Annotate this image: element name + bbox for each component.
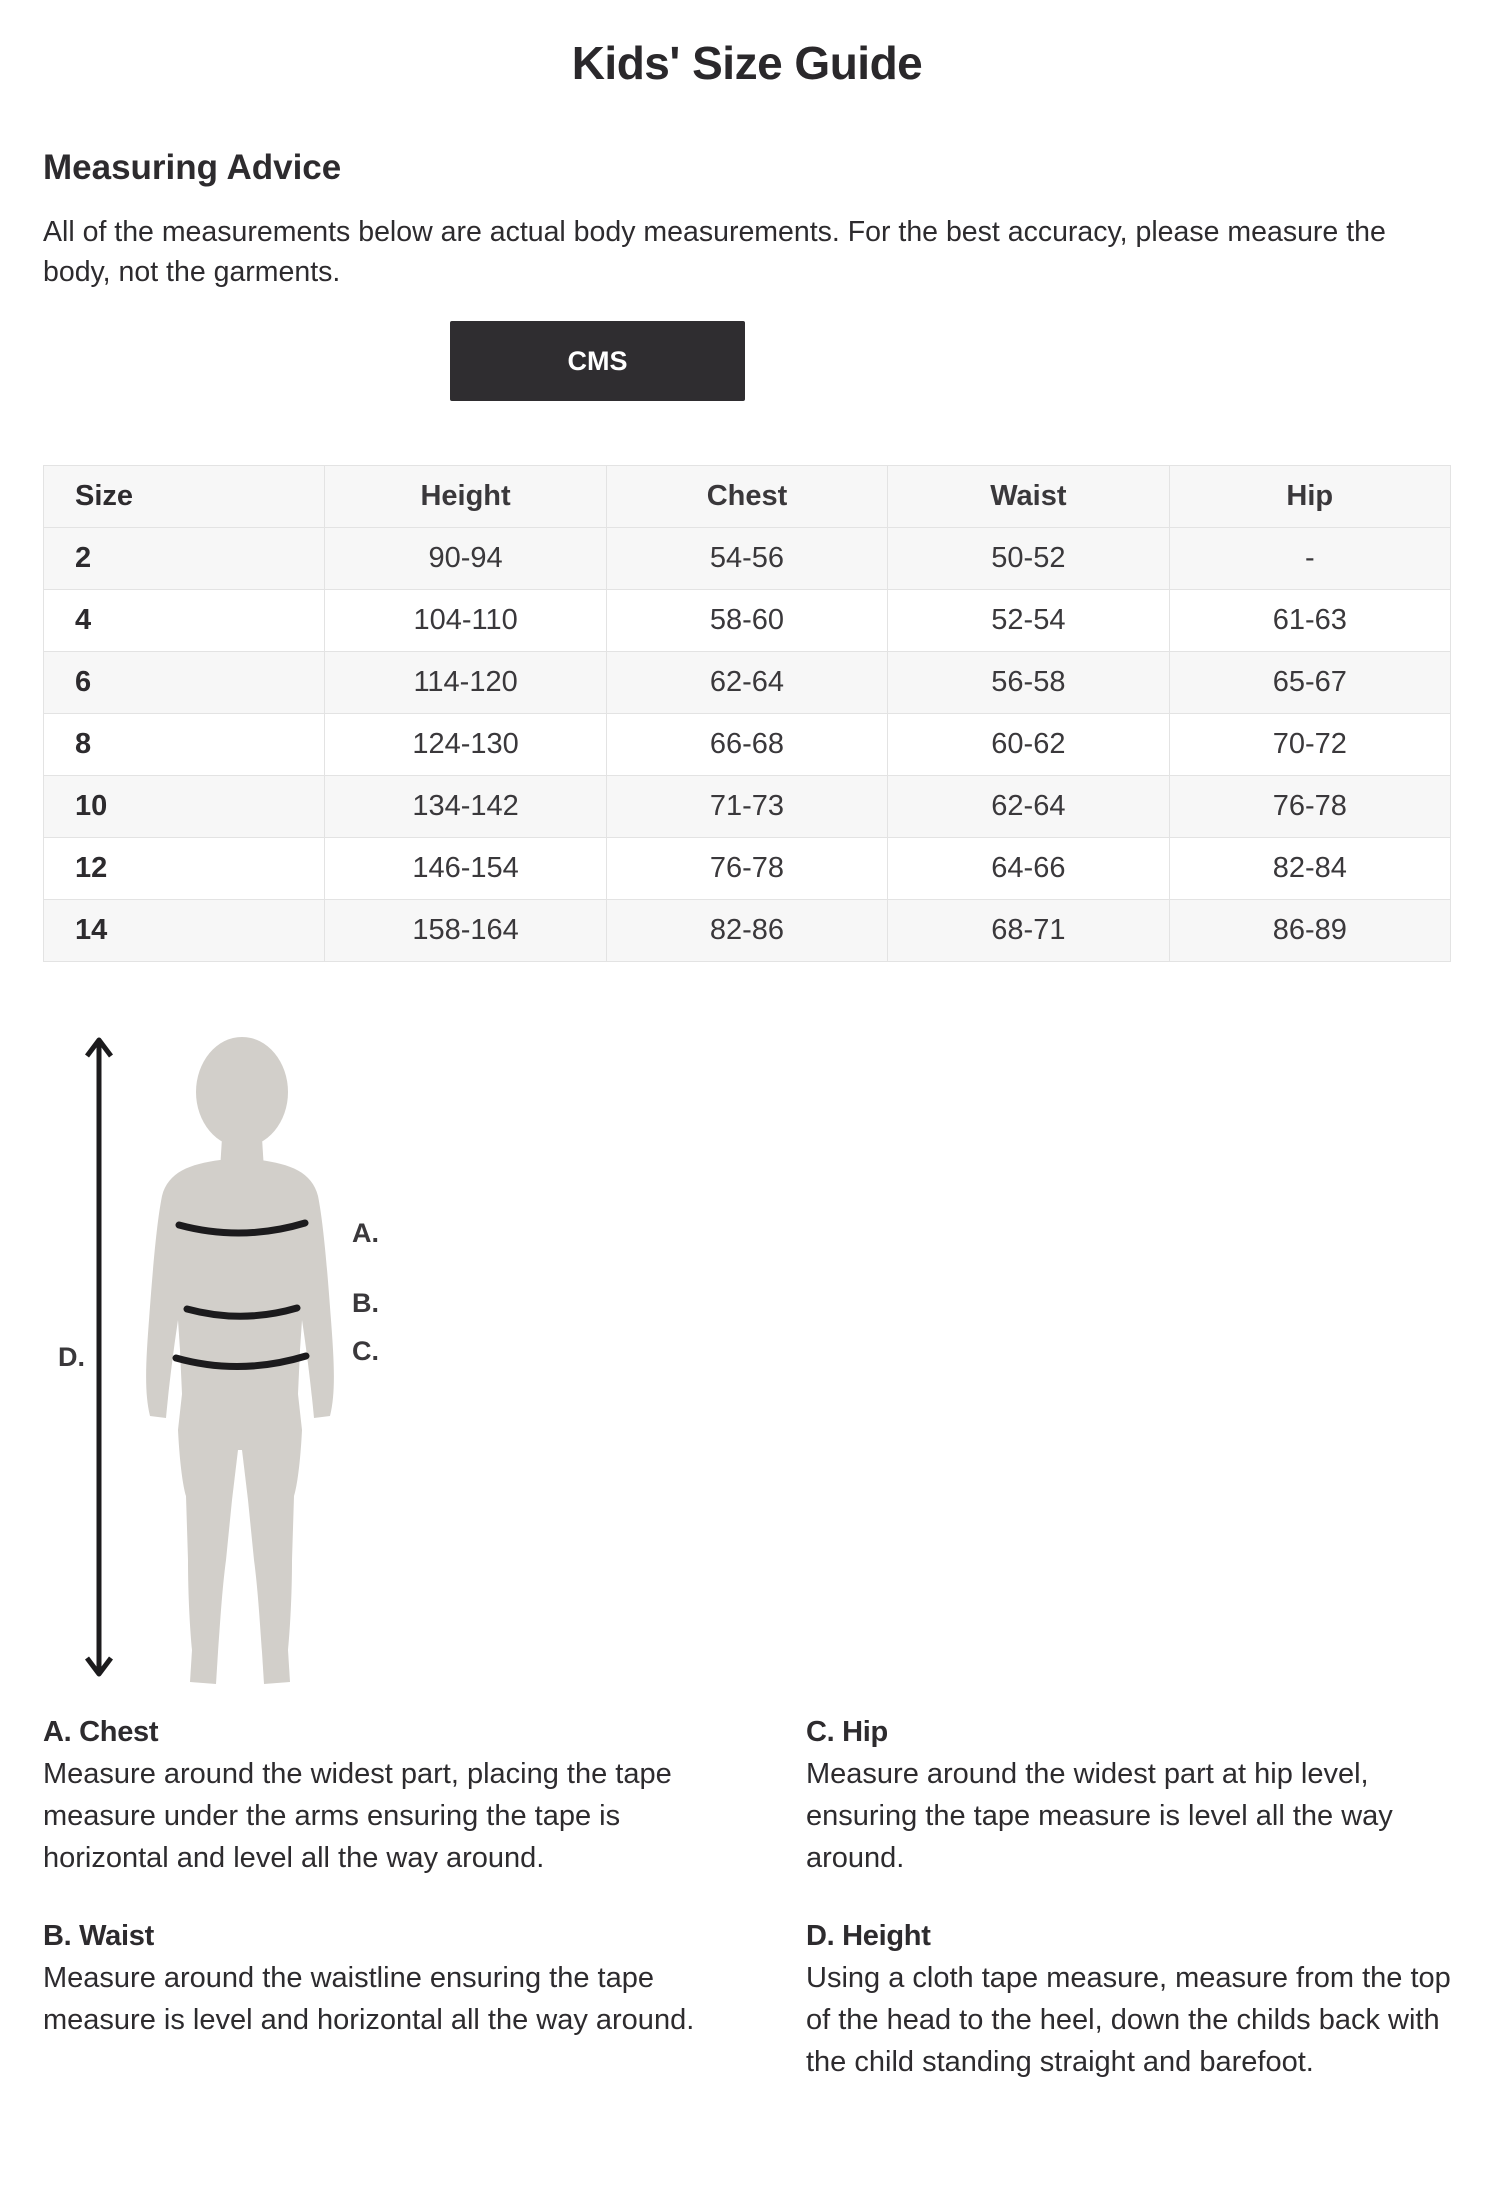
height-marker-label: D. [58,1342,85,1372]
height-title: D. Height [806,1920,931,1952]
cell-height: 134-142 [325,776,606,838]
page-title: Kids' Size Guide [571,37,923,89]
measuring-advice-text: All of the measurements below are actual body measurements. For the best accuracy, please measure the body, not the garments. [43,216,1386,288]
hip-description [806,1711,1466,1879]
table-row [44,652,1451,714]
waist-marker-label: B. [352,1288,379,1318]
column-header-hip: Hip [1169,466,1450,528]
child-silhouette-illustration [40,1020,440,1700]
cell-hip: 76-78 [1169,776,1450,838]
cell-chest: 71-73 [606,776,887,838]
cell-waist: 62-64 [888,776,1169,838]
height-text: Using a cloth tape measure, measure from the top of the head to the heel, down the childs back with the child standing straight and barefoot. [806,1962,1451,2078]
waist-text: Measure around the waistline ensuring the tape measure is level and horizontal all the way around. [43,1962,695,2036]
cell-height: 158-164 [325,900,606,962]
cell-hip: 65-67 [1169,652,1450,714]
table-row [44,528,1451,590]
cell-waist: 60-62 [888,714,1169,776]
cell-hip: 82-84 [1169,838,1450,900]
table-row [44,838,1451,900]
cell-height: 114-120 [325,652,606,714]
table-row [44,714,1451,776]
measuring-advice-heading: Measuring Advice [43,148,342,187]
cell-height: 90-94 [325,528,606,590]
chest-title: A. Chest [43,1716,159,1748]
cell-chest: 76-78 [606,838,887,900]
hip-text: Measure around the widest part at hip level, ensuring the tape measure is level all the way around. [806,1758,1393,1874]
cell-height: 104-110 [325,590,606,652]
cell-hip: - [1169,528,1450,590]
table-row [44,590,1451,652]
cell-size: 8 [44,714,325,776]
cell-size: 12 [44,838,325,900]
cell-size: 10 [44,776,325,838]
waist-title: B. Waist [43,1920,154,1952]
chest-description [43,1711,703,1879]
cell-chest: 66-68 [606,714,887,776]
cell-chest: 54-56 [606,528,887,590]
cell-hip: 86-89 [1169,900,1450,962]
cell-waist: 56-58 [888,652,1169,714]
table-row [44,776,1451,838]
cell-size: 14 [44,900,325,962]
cell-size: 6 [44,652,325,714]
table-header-row [44,466,1451,528]
cell-chest: 82-86 [606,900,887,962]
column-header-height: Height [325,466,606,528]
cell-hip: 61-63 [1169,590,1450,652]
cell-height: 146-154 [325,838,606,900]
cell-waist: 52-54 [888,590,1169,652]
units-toggle-button[interactable]: CMS [450,321,745,401]
column-header-chest: Chest [606,466,887,528]
hip-marker-label: C. [352,1336,379,1366]
cell-waist: 50-52 [888,528,1169,590]
column-header-size: Size [44,466,325,528]
body-measurement-figure [40,1020,440,1700]
height-description [806,1915,1466,2083]
cell-size: 4 [44,590,325,652]
chest-marker-label: A. [352,1218,379,1248]
cell-waist: 68-71 [888,900,1169,962]
waist-description [43,1915,703,2041]
chest-text: Measure around the widest part, placing the tape measure under the arms ensuring the tape is horizontal and level all the way around. [43,1758,672,1874]
height-arrow-icon [87,1040,111,1674]
cell-size: 2 [44,528,325,590]
cell-height: 124-130 [325,714,606,776]
cell-waist: 64-66 [888,838,1169,900]
cell-chest: 58-60 [606,590,887,652]
hip-title: C. Hip [806,1716,888,1748]
cell-chest: 62-64 [606,652,887,714]
cell-hip: 70-72 [1169,714,1450,776]
column-header-waist: Waist [888,466,1169,528]
size-table [43,465,1451,962]
table-row [44,900,1451,962]
